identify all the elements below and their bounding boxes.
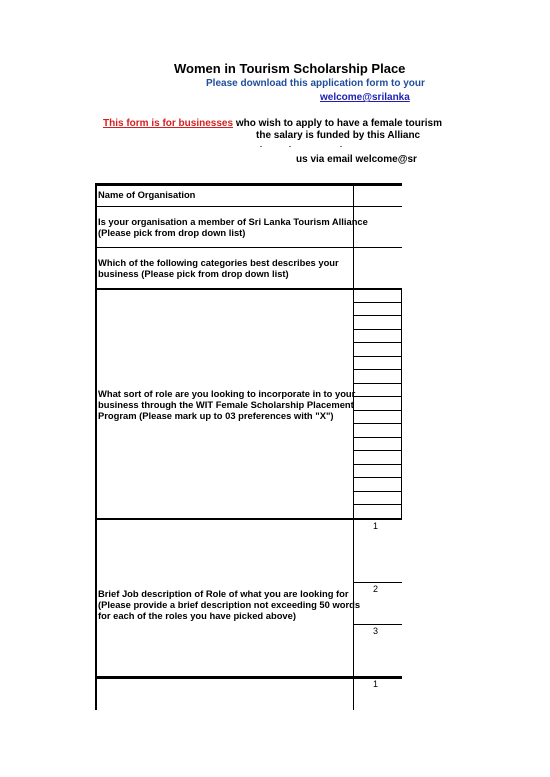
table-column-divider	[353, 183, 354, 710]
member-label-line: (Please pick from drop down list)	[98, 227, 246, 238]
role-label-line: Program (Please mark up to 03 preferences with "X")	[98, 410, 334, 421]
email-link[interactable]: welcome@srilanka	[320, 92, 410, 103]
checkbox-row-line	[353, 437, 402, 438]
row-separator	[95, 518, 402, 520]
role-number-3: 3	[373, 626, 379, 636]
checkbox-row-line	[353, 423, 402, 424]
next-section-number: 1	[373, 679, 379, 689]
category-label	[98, 257, 339, 279]
jobdesc-label-line: Brief Job description of Role of what you are looking for	[98, 588, 349, 599]
checkbox-row-line	[353, 504, 402, 505]
intro-line-3: us via email welcome@sr	[296, 154, 417, 165]
row-separator	[353, 582, 402, 583]
download-note: Please download this application form to your	[206, 78, 425, 89]
checkbox-row-line	[353, 464, 402, 465]
checkbox-row-line	[353, 477, 402, 478]
checkbox-row-line	[353, 369, 402, 370]
intro-line-2: the salary is funded by this Allianc	[256, 130, 421, 141]
category-label-line: business (Please pick from drop down list)	[98, 268, 289, 279]
intro-rest-text: who wish to apply to have a female tourism	[233, 118, 442, 129]
checkbox-row-line	[353, 356, 402, 357]
category-label-line: Which of the following categories best describes your	[98, 257, 339, 268]
job-description-input-2[interactable]	[355, 595, 401, 623]
org-name-label: Name of Organisation	[98, 189, 196, 200]
intro-red-link[interactable]: This form is for businesses	[103, 118, 234, 129]
faint-mark	[289, 146, 291, 147]
row-separator	[95, 676, 402, 679]
checkbox-row-line	[353, 396, 402, 397]
role-number-2: 2	[373, 584, 379, 594]
checkbox-row-line	[353, 342, 402, 343]
checkbox-row-line	[353, 329, 402, 330]
checkbox-row-line	[353, 383, 402, 384]
row-separator	[95, 288, 402, 290]
member-label-line: Is your organisation a member of Sri Lanka Tourism Alliance	[98, 216, 368, 227]
checkbox-row-line	[353, 302, 402, 303]
form-title: Women in Tourism Scholarship Place	[174, 61, 406, 76]
role-number-1: 1	[373, 521, 379, 531]
table-border-top	[95, 183, 402, 186]
faint-mark	[340, 146, 342, 147]
role-label	[98, 388, 355, 421]
job-description-input-1[interactable]	[355, 532, 401, 581]
checkbox-row-line	[353, 450, 402, 451]
jobdesc-label-line: for each of the roles you have picked above)	[98, 610, 296, 621]
row-separator	[95, 206, 402, 207]
org-name-input[interactable]	[355, 187, 401, 205]
jobdesc-label-line: (Please provide a brief description not exceeding 50 words	[98, 599, 361, 610]
checkbox-row-line	[353, 315, 402, 316]
faint-mark	[260, 146, 262, 147]
business-category-dropdown[interactable]	[355, 249, 401, 287]
checkbox-row-line	[353, 491, 402, 492]
role-label-line: business through the WIT Female Scholarship Placement	[98, 399, 354, 410]
row-separator	[353, 624, 402, 625]
member-label	[98, 216, 368, 238]
job-description-input-3[interactable]	[355, 637, 401, 675]
role-label-line: What sort of role are you looking to incorporate in to your	[98, 388, 356, 399]
checkbox-row-line	[353, 410, 402, 411]
jobdesc-label	[98, 588, 360, 621]
intro-line-1	[103, 118, 442, 129]
checkbox-grid-right	[401, 290, 402, 520]
table-border-left	[95, 183, 97, 710]
row-separator	[95, 247, 402, 248]
